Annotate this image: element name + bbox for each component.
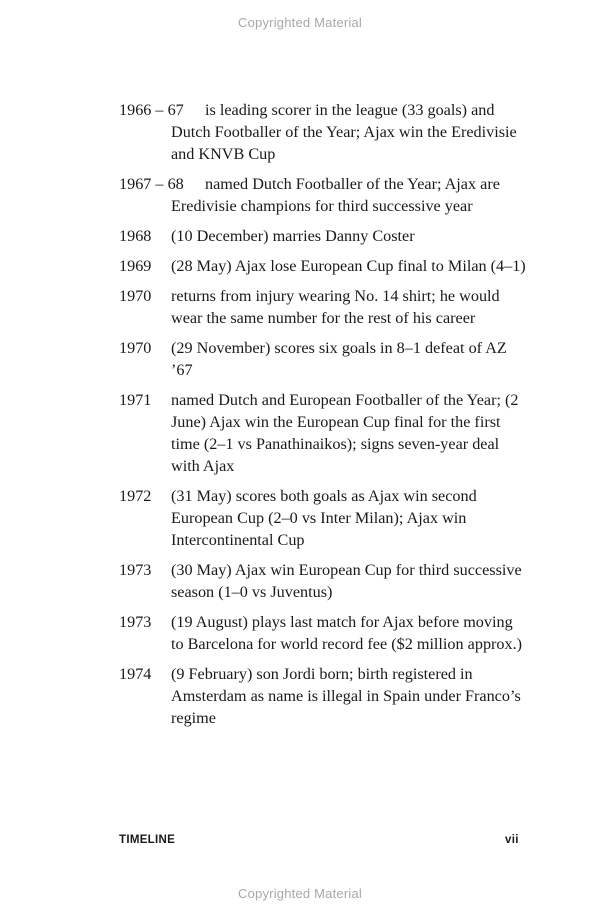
- timeline-year: 1968: [119, 227, 152, 245]
- timeline-text: named Dutch Footballer of the Year; Ajax are Eredivisie champions for third successive year: [171, 175, 500, 215]
- timeline-year: 1974: [119, 665, 152, 683]
- timeline-entry: [119, 99, 529, 165]
- timeline-entry: [119, 485, 529, 551]
- timeline-text: named Dutch and European Footballer of the Year; (2 June) Ajax win the European Cup final for the first time (2–1 vs Panathinaikos); signs seven-year deal with Ajax: [171, 391, 519, 475]
- timeline-year: 1973: [119, 613, 152, 631]
- page-number: vii: [505, 834, 519, 846]
- timeline-entry: [119, 255, 529, 277]
- running-footer-section: TIMELINE: [119, 834, 176, 846]
- copyright-watermark-bottom: Copyrighted Material: [238, 886, 362, 901]
- timeline-text: returns from injury wearing No. 14 shirt; he would wear the same number for the rest of his career: [171, 287, 500, 327]
- timeline-year: 1970: [119, 339, 152, 357]
- timeline-year: 1970: [119, 287, 152, 305]
- timeline-entry: [119, 663, 529, 729]
- timeline-year: 1967 – 68: [119, 175, 184, 193]
- timeline-text: (30 May) Ajax win European Cup for third successive season (1–0 vs Juventus): [171, 561, 522, 601]
- timeline-year: 1973: [119, 561, 152, 579]
- timeline-year: 1972: [119, 487, 152, 505]
- copyright-watermark-top: Copyrighted Material: [238, 15, 362, 30]
- timeline-entry: [119, 225, 529, 247]
- timeline-entry: [119, 337, 529, 381]
- timeline-entry: [119, 389, 529, 477]
- timeline-entry: [119, 285, 529, 329]
- timeline-entry: [119, 173, 529, 217]
- timeline-text: (29 November) scores six goals in 8–1 defeat of AZ ’67: [171, 339, 507, 379]
- timeline-entry: [119, 611, 529, 655]
- timeline-text: (31 May) scores both goals as Ajax win second European Cup (2–0 vs Inter Milan); Ajax win Intercontinental Cup: [171, 487, 477, 549]
- timeline-text: (28 May) Ajax lose European Cup final to Milan (4–1): [171, 257, 526, 275]
- timeline-text: (9 February) son Jordi born; birth registered in Amsterdam as name is illegal in Spain under Franco’s regime: [171, 665, 521, 727]
- timeline-year: 1971: [119, 391, 152, 409]
- timeline-text: is leading scorer in the league (33 goals) and Dutch Footballer of the Year; Ajax win the Eredivisie and KNVB Cup: [171, 101, 517, 163]
- timeline-year: 1966 – 67: [119, 101, 184, 119]
- timeline-year: 1969: [119, 257, 152, 275]
- timeline-list: [119, 99, 529, 737]
- timeline-entry: [119, 559, 529, 603]
- timeline-text: (10 December) marries Danny Coster: [171, 227, 415, 245]
- timeline-text: (19 August) plays last match for Ajax before moving to Barcelona for world record fee ($2 million approx.): [171, 613, 523, 653]
